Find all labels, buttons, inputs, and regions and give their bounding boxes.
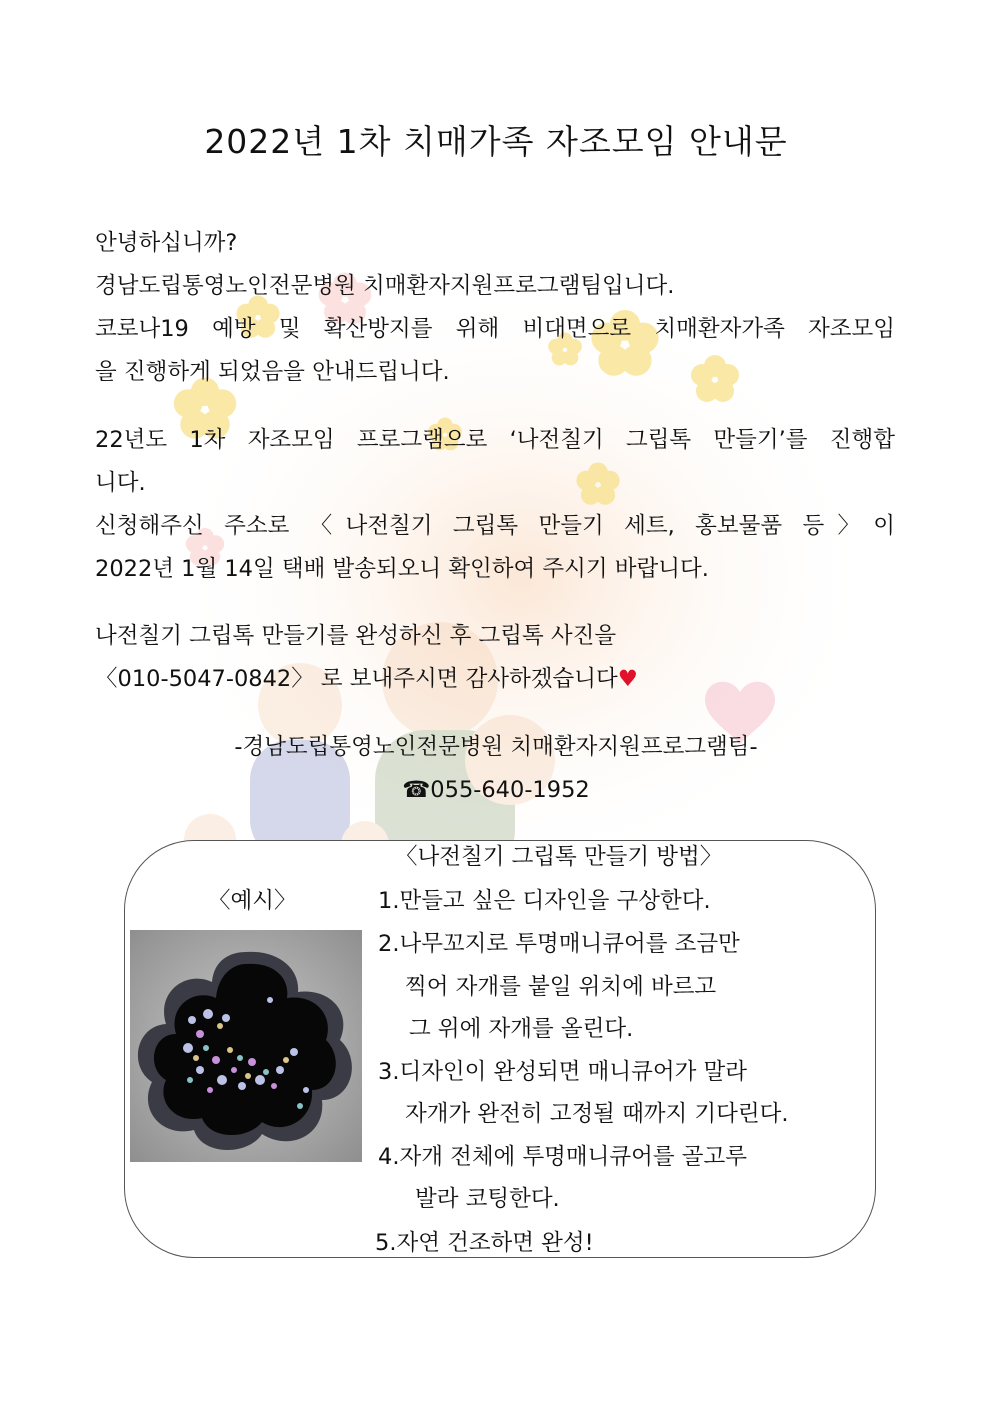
method-step-2-cont-2: 그 위에 자개를 올린다. [409, 1016, 634, 1042]
method-step-3: 3.디자인이 완성되면 매니큐어가 말라 [378, 1059, 747, 1085]
intro-line-1: 경남도립통영노인전문병원 치매환자지원프로그램팀입니다. [95, 273, 675, 299]
method-step-5: 5.자연 건조하면 완성! [375, 1230, 594, 1256]
method-step-4: 4.자개 전체에 투명매니큐어를 골고루 [378, 1144, 747, 1170]
example-label: 〈예시〉 [208, 888, 297, 914]
intro-line-3: 을 진행하게 되었음을 안내드립니다. [95, 359, 450, 385]
photo-request-text: 〈010-5047-0842〉 로 보내주시면 감사하겠습니다 [95, 666, 618, 692]
signature-text: -경남도립통영노인전문병원 치매환자지원프로그램팀- [234, 734, 758, 760]
program-line-2: 니다. [95, 470, 146, 496]
delivery-line-1: 신청해주신 주소로 〈나전칠기 그립톡 만들기 세트, 홍보물품 등〉이 [95, 513, 895, 539]
phone-number: ☎055-640-1952 [402, 777, 590, 803]
photo-request-line-1: 나전칠기 그립톡 만들기를 완성하신 후 그립톡 사진을 [95, 623, 617, 649]
intro-line-2: 코로나19 예방 및 확산방지를 위해 비대면으로 치매환자가족 자조모임 [95, 316, 895, 342]
heart-icon: ♥ [617, 666, 638, 692]
method-step-3-cont: 자개가 완전히 고정될 때까지 기다린다. [405, 1101, 789, 1127]
method-step-2-cont-1: 찍어 자개를 붙일 위치에 바르고 [405, 974, 717, 1000]
photo-request-line-2 [95, 664, 895, 694]
program-line-1: 22년도 1차 자조모임 프로그램으로 ‘나전칠기 그립톡 만들기’를 진행합 [95, 427, 895, 453]
example-griptok-photo [130, 930, 362, 1162]
method-box-title: 〈나전칠기 그립톡 만들기 방법〉 [395, 844, 723, 870]
method-step-1: 1.만들고 싶은 디자인을 구상한다. [378, 888, 711, 914]
greeting-text: 안녕하십니까? [95, 230, 238, 256]
delivery-line-2: 2022년 1월 14일 택배 발송되오니 확인하여 주시기 바랍니다. [95, 556, 709, 582]
page-title: 2022년 1차 치매가족 자조모임 안내문 [204, 122, 788, 161]
method-step-4-cont: 발라 코팅한다. [415, 1186, 560, 1212]
method-step-2: 2.나무꼬지로 투명매니큐어를 조금만 [378, 931, 740, 957]
